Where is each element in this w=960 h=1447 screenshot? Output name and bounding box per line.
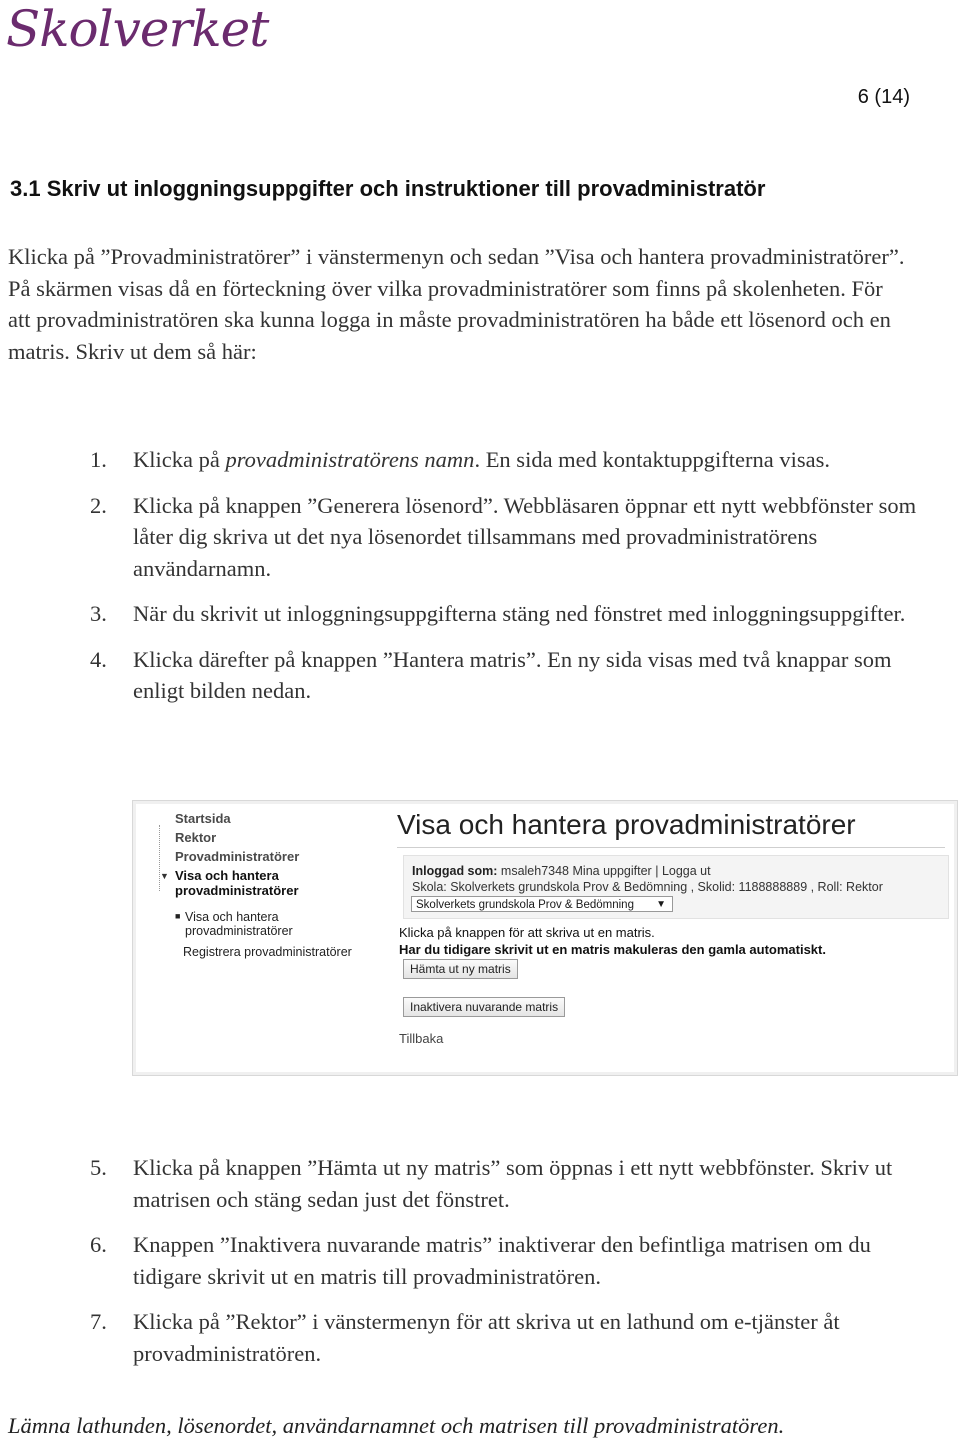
- step-number: 3.: [90, 601, 107, 626]
- dropdown-arrow-icon: ▼: [656, 899, 666, 910]
- separator: |: [655, 864, 659, 878]
- list-item: [90, 1152, 920, 1215]
- steps-list-continued: [90, 1152, 920, 1383]
- skolverket-logo: Skolverket: [6, 0, 269, 58]
- step-number: 6.: [90, 1232, 107, 1257]
- list-item: [90, 1306, 920, 1369]
- list-item: [90, 444, 920, 476]
- emphasis-text: provadministratörens namn: [225, 447, 475, 472]
- school-select-value: Skolverkets grundskola Prov & Bedömning: [416, 899, 634, 911]
- fetch-matrix-button[interactable]: Hämta ut ny matris: [403, 959, 518, 979]
- list-item: [90, 490, 920, 585]
- step-number: 5.: [90, 1155, 107, 1180]
- page-number: 6 (14): [857, 86, 910, 108]
- logout-link[interactable]: Logga ut: [661, 864, 711, 878]
- sidebar-item-provadministratorer[interactable]: Provadministratörer: [175, 849, 300, 864]
- login-user: msaleh7348: [500, 864, 570, 878]
- list-item: [90, 644, 920, 707]
- login-info-box: [403, 855, 949, 919]
- deactivate-matrix-button[interactable]: Inaktivera nuvarande matris: [403, 997, 565, 1017]
- step-text: Knappen ”Inaktivera nuvarande matris” inaktiverar den befintliga matrisen om du tidigare skrivit ut en matris till provadministratören.: [133, 1232, 871, 1289]
- step-text: Klicka på ”Rektor” i vänstermenyn för att skriva ut en lathund om e-tjänster åt provadministratören.: [133, 1309, 840, 1366]
- list-item: [90, 1229, 920, 1292]
- divider: [397, 847, 945, 848]
- intro-paragraph: Klicka på ”Provadministratörer” i vänstermenyn och sedan ”Visa och hantera provadministratörer”. På skärmen visas då en förteckning över vilka provadministratörer som finns på skolenheten. För att provadministratören ska kunna logga in måste provadministratören ha både ett lösenord och en matris. Skriv ut dem så här:: [8, 244, 905, 364]
- sidebar-item-rektor[interactable]: Rektor: [175, 830, 217, 845]
- school-line: Skola: Skolverkets grundskola Prov & Bedömning , Skolid: 1188888889 , Roll: Rektor: [412, 880, 883, 894]
- screenshot-figure: [132, 800, 958, 1076]
- step-text: Klicka på knappen ”Hämta ut ny matris” som öppnas i ett nytt webbfönster. Skriv ut matrisen och stäng sedan just det fönstret.: [133, 1155, 893, 1212]
- step-number: 7.: [90, 1309, 107, 1334]
- section-heading: 3.1 Skriv ut inloggningsuppgifter och instruktioner till provadministratör: [10, 176, 766, 201]
- tree-connector: [159, 825, 160, 891]
- sidebar-subitem-registrera[interactable]: Registrera provadministratörer: [183, 945, 352, 959]
- step-text: När du skrivit ut inloggningsuppgifterna stäng ned fönstret med inloggningsuppgifter.: [133, 601, 906, 626]
- footer-note: Lämna lathunden, lösenordet, användarnamnet och matrisen till provadministratören.: [8, 1413, 785, 1438]
- info-text-2: Har du tidigare skrivit ut en matris makuleras den gamla automatiskt.: [399, 942, 826, 957]
- page-title: Visa och hantera provadministratörer: [397, 809, 856, 840]
- info-text-1: Klicka på knappen för att skriva ut en matris.: [399, 925, 655, 940]
- step-number: 4.: [90, 646, 107, 672]
- sidebar-item-startsida[interactable]: Startsida: [175, 811, 231, 826]
- step-text: Klicka på knappen ”Generera lösenord”. Webbläsaren öppnar ett nytt webbfönster som låter dig skriva ut det nya lösenordet tillsammans med provadministratörens användarnamn.: [133, 492, 917, 581]
- login-label: Inloggad som:: [412, 864, 498, 878]
- back-link[interactable]: Tillbaka: [399, 1031, 444, 1046]
- expand-triangle-icon: ▼: [160, 871, 169, 881]
- school-select[interactable]: [411, 896, 673, 912]
- step-text: Klicka på provadministratörens namn. En sida med kontaktuppgifterna visas.: [133, 447, 830, 472]
- my-details-link[interactable]: Mina uppgifter: [572, 864, 652, 878]
- login-line: [412, 864, 711, 878]
- step-number: 2.: [90, 492, 107, 518]
- steps-list: [90, 444, 920, 721]
- step-number: 1.: [90, 447, 107, 472]
- sidebar-item-visa-och-hantera[interactable]: Visa och hantera provadministratörer: [175, 868, 299, 898]
- sidebar-subitem-visa[interactable]: Visa och hantera provadministratörer: [185, 910, 293, 938]
- list-item: [90, 598, 920, 630]
- step-text: Klicka därefter på knappen ”Hantera matris”. En ny sida visas med två knappar som enligt bilden nedan.: [133, 646, 892, 703]
- bullet-icon: ■: [175, 911, 181, 921]
